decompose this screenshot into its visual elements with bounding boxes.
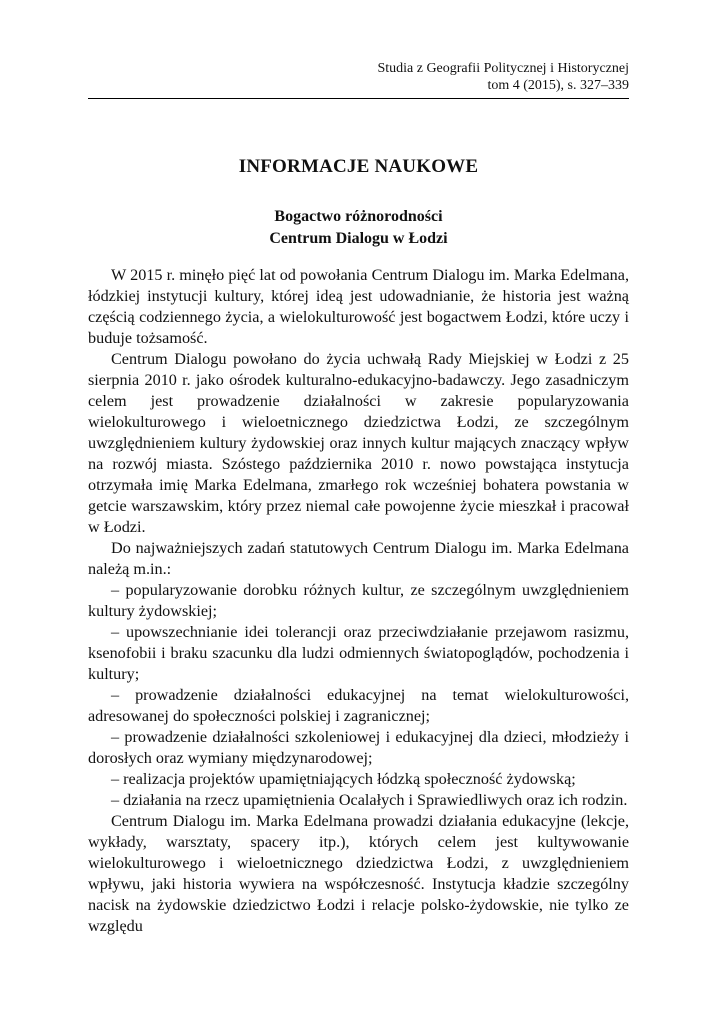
paragraph-4: Centrum Dialogu im. Marka Edelmana prowadzi działania edukacyjne (lekcje, wykłady, warsztaty, spacery itp.), których celem jest kultywowanie wielokulturowego i wieloetnicznego dziedzictwa Łodzi, z uwzględnieniem wpływu, jaki historia wywiera na współczesność. Instytucja kładzie szczególny nacisk na żydowskie dziedzictwo Łodzi i relacje polsko-żydowskie, nie tylko ze względu: [88, 812, 629, 935]
task-item-6: – działania na rzecz upamiętnienia Ocalałych i Sprawiedliwych oraz ich rodzin.: [111, 791, 628, 809]
header-rule: [88, 98, 629, 99]
article-title-line1: Bogactwo różnorodności: [274, 208, 443, 225]
section-title: INFORMACJE NAUKOWE: [238, 156, 479, 177]
article-title: [88, 206, 629, 250]
task-item-3: – prowadzenie działalności edukacyjnej na temat wielokulturowości, adresowanej do społeczności polskiej i zagranicznej;: [88, 686, 629, 725]
paragraph-3: Do najważniejszych zadań statutowych Centrum Dialogu im. Marka Edelmana należą m.in.:: [88, 539, 629, 578]
journal-name: Studia z Geografii Politycznej i Historycznej: [377, 61, 629, 76]
volume-pages: tom 4 (2015), s. 327–339: [487, 78, 629, 93]
running-header: [88, 60, 629, 94]
task-item-2: – upowszechnianie idei tolerancji oraz przeciwdziałanie przejawom rasizmu, ksenofobii i braku szacunku dla ludzi odmiennych światopoglądów, pochodzenia i kultury;: [88, 623, 629, 683]
task-item-5: – realizacja projektów upamiętniających łódzką społeczność żydowską;: [111, 770, 576, 788]
article-title-line2: Centrum Dialogu w Łodzi: [269, 230, 448, 247]
task-item-4: – prowadzenie działalności szkoleniowej i edukacyjnej dla dzieci, młodzieży i dorosłych oraz wymiany międzynarodowej;: [88, 728, 629, 767]
paragraph-2: Centrum Dialogu powołano do życia uchwałą Rady Miejskiej w Łodzi z 25 sierpnia 2010 r. jako ośrodek kulturalno-edukacyjno-badawczy. Jego zasadniczym celem jest prowadzenie działalności w zakresie popularyzowania wielokulturowego i wieloetnicznego dziedzictwa Łodzi, ze szczególnym uwzględnieniem kultury żydowskiej oraz innych kultur mających znaczący wpływ na rozwój miasta. Szóstego października 2010 r. nowo powstająca instytucja otrzymała imię Marka Edelmana, zmarłego rok wcześniej bohatera powstania w getcie warszawskim, który przez niemal całe powojenne życie mieszkał i pracował w Łodzi.: [88, 350, 629, 536]
article-body: [88, 265, 629, 937]
task-item-1: – popularyzowanie dorobku różnych kultur, ze szczególnym uwzględnieniem kultury żydowskiej;: [88, 581, 629, 620]
paragraph-1: W 2015 r. minęło pięć lat od powołania Centrum Dialogu im. Marka Edelmana, łódzkiej instytucji kultury, której ideą jest udowadnianie, że historia jest ważną częścią codziennego życia, a wielokulturowość jest bogactwem Łodzi, które uczy i buduje tożsamość.: [88, 266, 629, 347]
